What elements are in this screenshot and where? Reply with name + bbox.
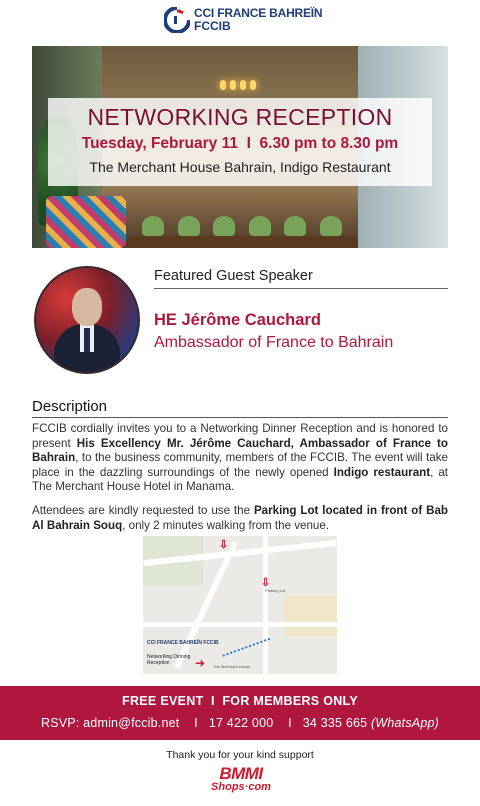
featured-speaker-heading: Featured Guest Speaker bbox=[154, 268, 448, 289]
event-title: NETWORKING RECEPTION bbox=[87, 104, 393, 130]
sponsor-tagline: Shops·com bbox=[211, 781, 271, 793]
logo-name-line2: FCCIB bbox=[194, 19, 231, 33]
location-map: ⇩ ⇩ Parking Lot CCI FRANCE BAHREÏN FCCIB Networking Dinning Reception ➜ The Merchant House bbox=[143, 536, 337, 674]
footer-event-info: FREE EVENT I FOR MEMBERS ONLY bbox=[122, 694, 358, 708]
event-banner bbox=[48, 98, 432, 186]
speaker-role: Ambassador of France to Bahrain bbox=[154, 334, 394, 351]
logo-name-line1: CCI FRANCE BAHREÏN bbox=[194, 6, 323, 20]
map-event-label: Networking Dinning Reception bbox=[147, 654, 191, 666]
speaker-photo bbox=[34, 266, 140, 374]
hero-image bbox=[32, 46, 448, 248]
map-arrow-icon: ➜ bbox=[195, 656, 206, 670]
sponsor-name: BMMI bbox=[219, 764, 263, 783]
map-pin-icon: ⇩ bbox=[219, 539, 229, 551]
fccib-logo bbox=[164, 4, 322, 36]
fccib-logo-icon bbox=[164, 7, 190, 33]
event-venue: The Merchant House Bahrain, Indigo Restaurant bbox=[89, 159, 391, 175]
description-paragraph-2: Attendees are kindly requested to use the Parking Lot located in front of Bab Al Bahrain Souq, only 2 minutes walking from the venue. bbox=[32, 504, 449, 532]
chandelier-icon bbox=[218, 46, 258, 90]
thanks-text: Thank you for your kind support bbox=[166, 749, 314, 761]
event-date-time: Tuesday, February 11 I 6.30 pm to 8.30 pm bbox=[81, 135, 399, 152]
sponsor-logo bbox=[202, 765, 280, 801]
description-heading: Description bbox=[32, 398, 448, 418]
parking-pin-icon: ⇩ bbox=[261, 577, 271, 589]
footer-rsvp: RSVP: admin@fccib.net I 17 422 000 I 34 335 665 (WhatsApp) bbox=[40, 716, 440, 730]
speaker-name: HE Jérôme Cauchard bbox=[154, 311, 321, 329]
map-logo: CCI FRANCE BAHREÏN FCCIB bbox=[147, 640, 219, 646]
description-paragraph-1: FCCIB cordially invites you to a Networking Dinner Reception and is honored to present His Excellency Mr. Jérôme Cauchard, Ambassador of France to Bahrain, to the business community, members of the FCCIB. The event will take place in the dazzling surroundings of the newly opened Indigo restaurant, at The Merchant House Hotel in Manama. bbox=[32, 422, 448, 493]
rsvp-footer bbox=[0, 686, 480, 740]
